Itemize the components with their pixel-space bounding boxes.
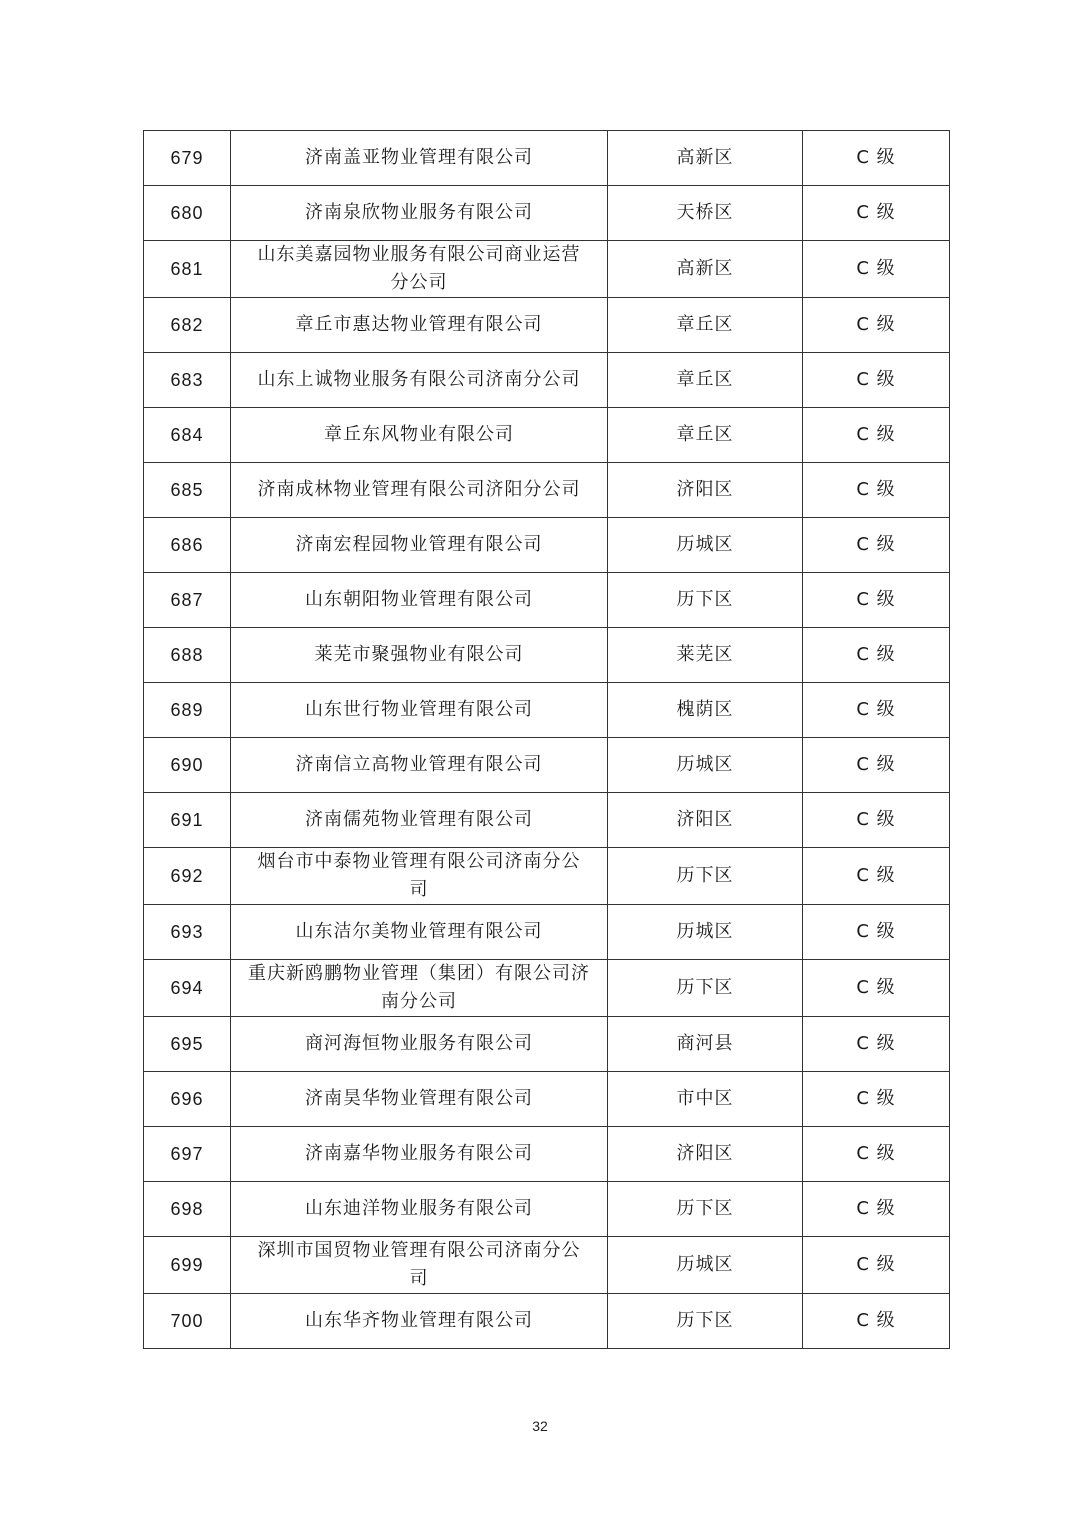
company-name-line: 山东美嘉园物业服务有限公司商业运营 bbox=[257, 244, 581, 265]
cell-district: 济阳区 bbox=[608, 463, 803, 518]
cell-number: 688 bbox=[144, 628, 231, 683]
cell-company-name bbox=[231, 241, 608, 298]
table-row bbox=[144, 738, 950, 793]
cell-number: 679 bbox=[144, 131, 231, 186]
cell-grade: C 级 bbox=[803, 353, 950, 408]
cell-grade: C 级 bbox=[803, 463, 950, 518]
cell-district: 历城区 bbox=[608, 518, 803, 573]
cell-company-name: 济南泉欣物业服务有限公司 bbox=[231, 186, 608, 241]
cell-company-name: 济南盖亚物业管理有限公司 bbox=[231, 131, 608, 186]
table-row bbox=[144, 573, 950, 628]
cell-company-name: 山东迪洋物业服务有限公司 bbox=[231, 1182, 608, 1237]
cell-number: 690 bbox=[144, 738, 231, 793]
cell-district: 历下区 bbox=[608, 960, 803, 1017]
cell-company-name: 章丘市惠达物业管理有限公司 bbox=[231, 298, 608, 353]
cell-number: 691 bbox=[144, 793, 231, 848]
cell-district: 济阳区 bbox=[608, 793, 803, 848]
table-row bbox=[144, 905, 950, 960]
table-row bbox=[144, 1072, 950, 1127]
cell-company-name: 章丘东风物业有限公司 bbox=[231, 408, 608, 463]
cell-district: 历城区 bbox=[608, 905, 803, 960]
cell-district: 章丘区 bbox=[608, 408, 803, 463]
cell-company-name: 山东华齐物业管理有限公司 bbox=[231, 1294, 608, 1349]
cell-company-name: 济南儒苑物业管理有限公司 bbox=[231, 793, 608, 848]
table-row bbox=[144, 241, 950, 298]
cell-number: 682 bbox=[144, 298, 231, 353]
cell-district: 历下区 bbox=[608, 573, 803, 628]
company-name-line: 司 bbox=[409, 879, 429, 900]
cell-grade: C 级 bbox=[803, 1127, 950, 1182]
cell-grade: C 级 bbox=[803, 683, 950, 738]
table-row bbox=[144, 463, 950, 518]
cell-district: 章丘区 bbox=[608, 353, 803, 408]
cell-grade: C 级 bbox=[803, 131, 950, 186]
cell-company-name: 济南昊华物业管理有限公司 bbox=[231, 1072, 608, 1127]
cell-grade: C 级 bbox=[803, 628, 950, 683]
cell-number: 687 bbox=[144, 573, 231, 628]
table-row bbox=[144, 298, 950, 353]
cell-grade: C 级 bbox=[803, 1294, 950, 1349]
table-row bbox=[144, 1127, 950, 1182]
cell-company-name: 山东世行物业管理有限公司 bbox=[231, 683, 608, 738]
cell-number: 694 bbox=[144, 960, 231, 1017]
table-row bbox=[144, 408, 950, 463]
company-name-line: 烟台市中泰物业管理有限公司济南分公 bbox=[257, 851, 581, 872]
table-row bbox=[144, 1017, 950, 1072]
cell-number: 683 bbox=[144, 353, 231, 408]
cell-district: 济阳区 bbox=[608, 1127, 803, 1182]
cell-district: 天桥区 bbox=[608, 186, 803, 241]
table-row bbox=[144, 1294, 950, 1349]
cell-number: 680 bbox=[144, 186, 231, 241]
cell-number: 689 bbox=[144, 683, 231, 738]
cell-company-name bbox=[231, 960, 608, 1017]
cell-company-name: 山东上诚物业服务有限公司济南分公司 bbox=[231, 353, 608, 408]
table-row bbox=[144, 683, 950, 738]
company-name-line: 南分公司 bbox=[381, 991, 457, 1012]
cell-grade: C 级 bbox=[803, 1072, 950, 1127]
cell-company-name: 济南嘉华物业服务有限公司 bbox=[231, 1127, 608, 1182]
page-number: 32 bbox=[532, 1418, 548, 1434]
table-row bbox=[144, 131, 950, 186]
company-name-line: 重庆新鸥鹏物业管理（集团）有限公司济 bbox=[248, 963, 590, 984]
cell-grade: C 级 bbox=[803, 1182, 950, 1237]
cell-number: 684 bbox=[144, 408, 231, 463]
cell-grade: C 级 bbox=[803, 960, 950, 1017]
cell-district: 商河县 bbox=[608, 1017, 803, 1072]
cell-company-name: 商河海恒物业服务有限公司 bbox=[231, 1017, 608, 1072]
cell-number: 681 bbox=[144, 241, 231, 298]
cell-company-name: 莱芜市聚强物业有限公司 bbox=[231, 628, 608, 683]
table-row bbox=[144, 186, 950, 241]
cell-district: 历下区 bbox=[608, 1294, 803, 1349]
cell-number: 692 bbox=[144, 848, 231, 905]
cell-grade: C 级 bbox=[803, 186, 950, 241]
cell-company-name bbox=[231, 1237, 608, 1294]
company-name-line: 分公司 bbox=[390, 272, 448, 293]
table-body bbox=[144, 131, 950, 1349]
table-row bbox=[144, 793, 950, 848]
table-row bbox=[144, 1182, 950, 1237]
cell-district: 历城区 bbox=[608, 738, 803, 793]
cell-grade: C 级 bbox=[803, 1237, 950, 1294]
cell-district: 历下区 bbox=[608, 848, 803, 905]
cell-company-name: 山东洁尔美物业管理有限公司 bbox=[231, 905, 608, 960]
company-name-line: 司 bbox=[409, 1268, 429, 1289]
cell-number: 686 bbox=[144, 518, 231, 573]
cell-district: 市中区 bbox=[608, 1072, 803, 1127]
cell-district: 历下区 bbox=[608, 1182, 803, 1237]
cell-grade: C 级 bbox=[803, 573, 950, 628]
table-row bbox=[144, 1237, 950, 1294]
cell-district: 槐荫区 bbox=[608, 683, 803, 738]
cell-number: 685 bbox=[144, 463, 231, 518]
cell-grade: C 级 bbox=[803, 848, 950, 905]
cell-company-name: 济南信立高物业管理有限公司 bbox=[231, 738, 608, 793]
cell-grade: C 级 bbox=[803, 738, 950, 793]
cell-grade: C 级 bbox=[803, 905, 950, 960]
cell-grade: C 级 bbox=[803, 298, 950, 353]
cell-number: 695 bbox=[144, 1017, 231, 1072]
cell-district: 章丘区 bbox=[608, 298, 803, 353]
table-row bbox=[144, 848, 950, 905]
cell-grade: C 级 bbox=[803, 241, 950, 298]
table-row bbox=[144, 628, 950, 683]
cell-company-name: 济南成林物业管理有限公司济阳分公司 bbox=[231, 463, 608, 518]
cell-district: 高新区 bbox=[608, 131, 803, 186]
cell-number: 699 bbox=[144, 1237, 231, 1294]
cell-grade: C 级 bbox=[803, 1017, 950, 1072]
cell-district: 莱芜区 bbox=[608, 628, 803, 683]
cell-number: 693 bbox=[144, 905, 231, 960]
table-row bbox=[144, 960, 950, 1017]
cell-company-name: 山东朝阳物业管理有限公司 bbox=[231, 573, 608, 628]
table-row bbox=[144, 518, 950, 573]
cell-grade: C 级 bbox=[803, 793, 950, 848]
cell-grade: C 级 bbox=[803, 408, 950, 463]
cell-district: 高新区 bbox=[608, 241, 803, 298]
cell-grade: C 级 bbox=[803, 518, 950, 573]
cell-company-name bbox=[231, 848, 608, 905]
table-row bbox=[144, 353, 950, 408]
cell-number: 700 bbox=[144, 1294, 231, 1349]
cell-number: 698 bbox=[144, 1182, 231, 1237]
cell-district: 历城区 bbox=[608, 1237, 803, 1294]
cell-number: 697 bbox=[144, 1127, 231, 1182]
cell-number: 696 bbox=[144, 1072, 231, 1127]
rating-table bbox=[143, 130, 950, 1349]
company-name-line: 深圳市国贸物业管理有限公司济南分公 bbox=[257, 1240, 581, 1261]
cell-company-name: 济南宏程园物业管理有限公司 bbox=[231, 518, 608, 573]
